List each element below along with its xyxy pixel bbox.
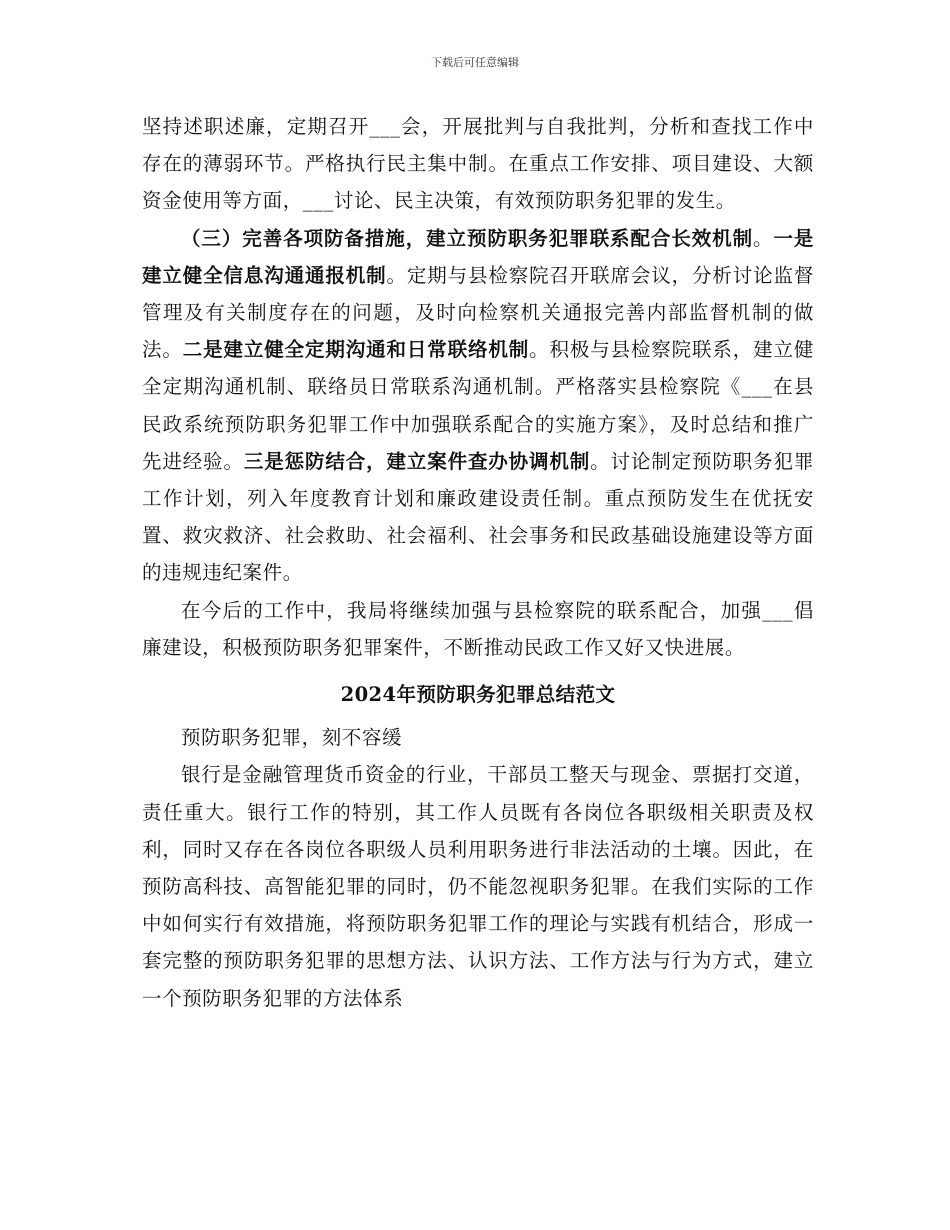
point-one-text: 。定期与县检察院召开联席会议，分析讨论监督管理及有关制度存在的问题，及时向检察机关通报完善内部监督机制的做法。 xyxy=(142,263,814,362)
page-header: 下载后可任意编辑 xyxy=(431,56,519,69)
document-body xyxy=(142,108,814,1017)
paragraph-measures xyxy=(142,220,814,592)
point-one-heading: 一是建立健全信息沟通通报机制 xyxy=(142,226,814,287)
point-three-heading: 三是惩防结合，建立案件查办协调机制 xyxy=(243,449,591,473)
paragraph-bank: 银行是金融管理货币资金的行业，干部员工整天与现金、票据打交道，责任重大。银行工作的特别，其工作人员既有各岗位各职级相关职责及权利，同时又存在各岗位各职级人员利用职务进行非法活动的土壤。因此，在预防高科技、高智能犯罪的同时，仍不能忽视职务犯罪。在我们实际的工作中如何实行有效措施，将预防职务犯罪工作的理论与实践有机结合，形成一套完整的预防职务犯罪的思想方法、认识方法、工作方法与行为方式，建立一个预防职务犯罪的方法体系 xyxy=(142,763,814,1010)
point-two-text: 。积极与县检察院联系，建立健全定期沟通机制、联络员日常联系沟通机制。严格落实县检察院《___在县民政系统预防职务犯罪工作中加强联系配合的实施方案》，及时总结和推广先进经验。 xyxy=(142,338,815,473)
document-title: 2024年预防职务犯罪总结范文 xyxy=(340,683,616,707)
point-two-heading: 二是建立健全定期沟通和日常联络机制 xyxy=(182,338,530,362)
point-three-text: 。讨论制定预防职务犯罪工作计划，列入年度教育计划和廉政建设责任制。重点预防发生在优抚安置、救灾救济、社会救助、社会福利、社会事务和民政基础设施建设等方面的违规违纪案件。 xyxy=(142,449,814,585)
paragraph-conclusion: 在今后的工作中，我局将继续加强与县检察院的联系配合，加强___倡廉建设，积极预防职务犯罪案件，不断推动民政工作又好又快进展。 xyxy=(142,598,814,659)
paragraph: 坚持述职述廉，定期召开___会，开展批判与自我批判，分析和查找工作中存在的薄弱环节。严格执行民主集中制。在重点工作安排、项目建设、大额资金使用等方面，___讨论、民主决策，有效预防职务犯罪的发生。 xyxy=(142,115,814,213)
section-heading: （三）完善各项防备措施，建立预防职务犯罪联系配合长效机制 xyxy=(181,226,754,250)
subtitle: 预防职务犯罪，刻不容缓 xyxy=(181,726,403,750)
heading-punct: 。 xyxy=(753,226,774,250)
